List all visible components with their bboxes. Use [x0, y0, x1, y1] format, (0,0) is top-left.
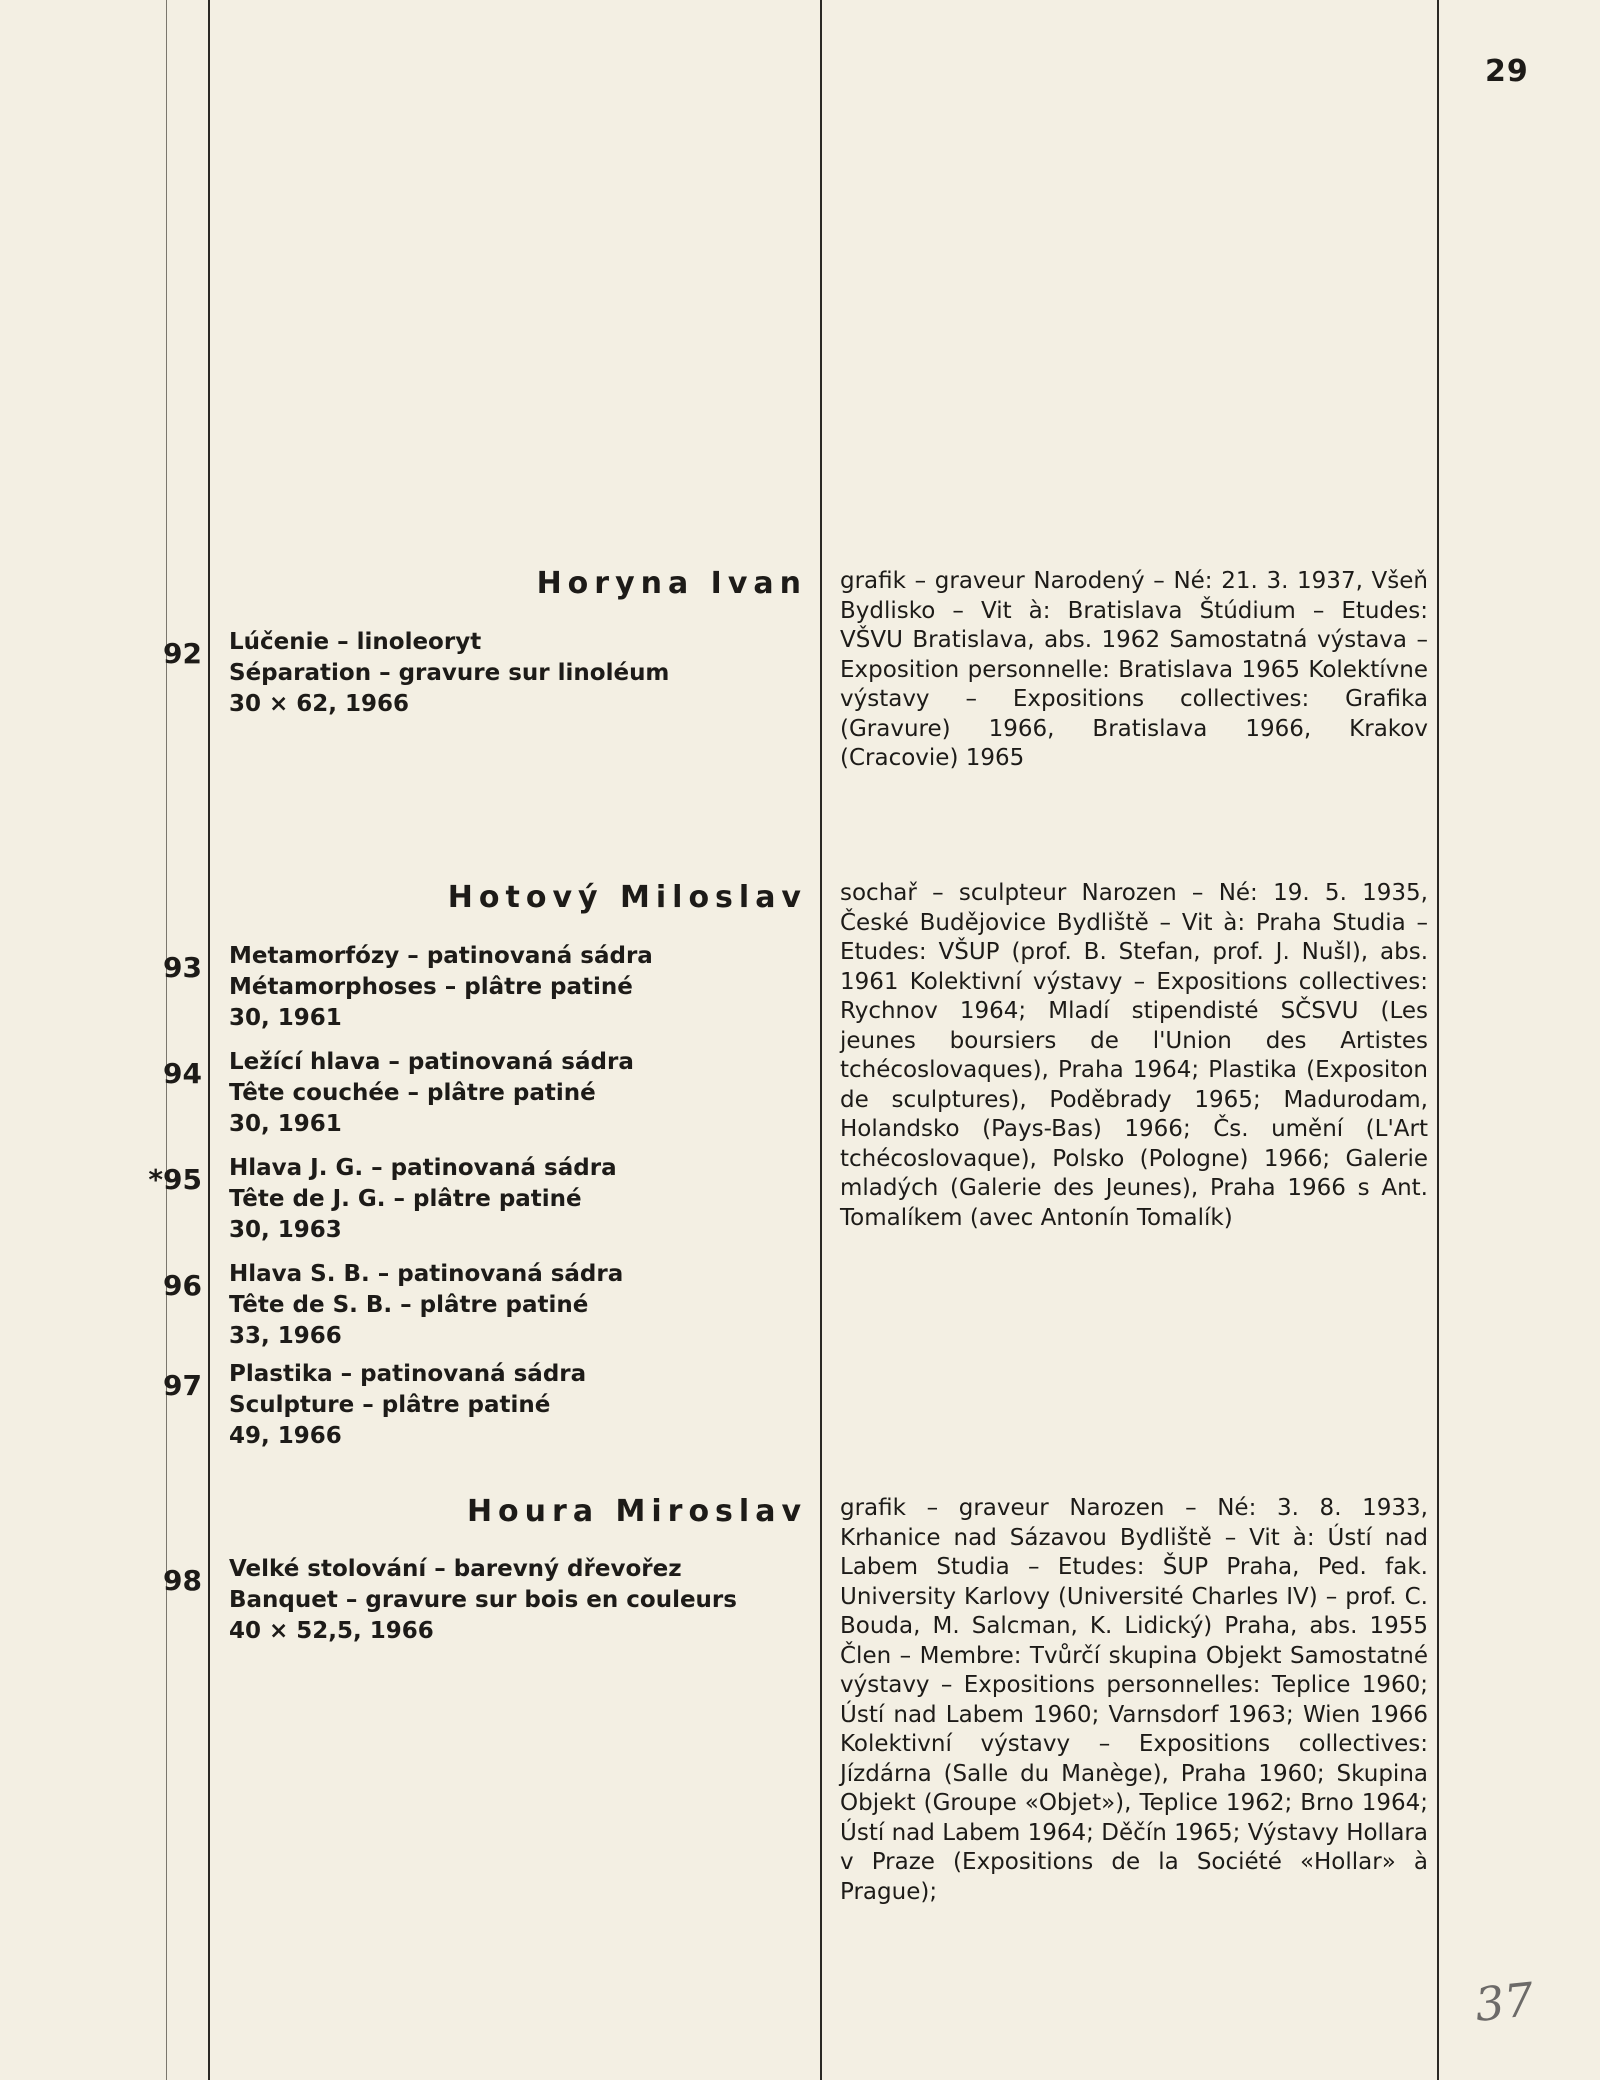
entry-title-fr: Tête de S. B. – plâtre patiné: [229, 1292, 589, 1318]
page-number: 29: [1485, 54, 1529, 89]
entry-description: [229, 1047, 634, 1140]
entry-title-cz: Hlava S. B. – patinovaná sádra: [229, 1261, 624, 1287]
entry-number: 96: [163, 1269, 202, 1302]
artist-biography: [840, 567, 1428, 774]
entry-number: 93: [163, 951, 202, 984]
entry-title-cz: Plastika – patinovaná sádra: [229, 1361, 587, 1387]
entry-number: *95: [148, 1163, 202, 1196]
entry-title-fr: Séparation – gravure sur linoléum: [229, 660, 670, 686]
entry-number: 97: [163, 1369, 202, 1402]
entry-dimensions: 33, 1966: [229, 1323, 342, 1349]
entry-description: [229, 1554, 737, 1647]
entry-title-cz: Metamorfózy – patinovaná sádra: [229, 943, 653, 969]
entry-title-fr: Banquet – gravure sur bois en couleurs: [229, 1587, 737, 1613]
entry-title-cz: Hlava J. G. – patinovaná sádra: [229, 1155, 617, 1181]
entry-number: 92: [163, 637, 202, 670]
handwritten-annotation: 37: [1472, 1972, 1537, 2032]
entry-title-cz: Lúčenie – linoleoryt: [229, 629, 482, 655]
entry-title-fr: Tête de J. G. – plâtre patiné: [229, 1186, 582, 1212]
artist-name: Houra Miroslav: [466, 1494, 807, 1529]
artist-name: Hotový Miloslav: [447, 880, 807, 915]
biography-text: grafik – graveur Narozen – Né: 3. 8. 1933, Krhanice nad Sázavou Bydliště – Vit à: Ústí nad Labem Studia – Etudes: ŠUP Praha, Ped. fak. University Karlovy (Université Charles IV) – prof. C. Bouda, M. Salcman, K. Lidický) Praha, abs. 1955 Člen – Membre: Tvůrčí skupina Objekt Samostatné výstavy – Expositions personnelles: Teplice 1960; Ústí nad Labem 1960; Varnsdorf 1963; Wien 1966 Kolektivní výstavy – Expositions collectives: Jízdárna (Salle du Manège), Praha 1960; Skupina Objekt (Groupe «Objet»), Teplice 1962; Brno 1964; Ústí nad Labem 1964; Děčín 1965; Výstavy Hollara v Praze (Expositions de la Société «Hollar» à Prague);: [840, 1495, 1428, 1905]
entry-title-fr: Tête couchée – plâtre patiné: [229, 1080, 596, 1106]
artist-biography: [840, 1494, 1428, 1907]
biography-text: grafik – graveur Narodený – Né: 21. 3. 1937, Všeň Bydlisko – Vit à: Bratislava Štúdium – Etudes: VŠVU Bratislava, abs. 1962 Samostatná výstava – Exposition personnelle: Bratislava 1965 Kolektívne výstavy – Expositions collectives: Grafika (Gravure) 1966, Bratislava 1966, Krakov (Cracovie) 1965: [840, 568, 1428, 771]
artist-name: Horyna Ivan: [536, 566, 807, 601]
entry-number: 94: [163, 1057, 202, 1090]
entry-dimensions: 49, 1966: [229, 1423, 342, 1449]
column-rule-middle: [820, 0, 822, 2080]
entry-title-cz: Ležící hlava – patinovaná sádra: [229, 1049, 634, 1075]
entry-dimensions: 30, 1961: [229, 1111, 342, 1137]
entry-description: [229, 1259, 623, 1352]
entry-dimensions: 30, 1963: [229, 1217, 342, 1243]
entry-title-fr: Métamorphoses – plâtre patiné: [229, 974, 633, 1000]
biography-text: sochař – sculpteur Narozen – Né: 19. 5. 1935, České Budějovice Bydliště – Vit à: Praha Studia – Etudes: VŠUP (prof. B. Stefan, prof. J. Nušl), abs. 1961 Kolektivní výstavy – Expositions collectives: Rychnov 1964; Mladí stipendisté SČSVU (Les jeunes boursiers de l'Union des Artistes tchécoslovaques), Praha 1964; Plastika (Expositon de sculptures), Poděbrady 1965; Madurodam, Holandsko (Pays-Bas) 1966; Čs. umění (L'Art tchécoslovaque), Polsko (Pologne) 1966; Galerie mladých (Galerie des Jeunes), Praha 1966 s Ant. Tomalíkem (avec Antonín Tomalík): [840, 880, 1428, 1231]
entry-description: [229, 1359, 586, 1452]
column-rule-right: [1437, 0, 1439, 2080]
entry-dimensions: 30 × 62, 1966: [229, 691, 410, 717]
entry-description: [229, 627, 669, 720]
entry-title-cz: Velké stolování – barevný dřevořez: [229, 1556, 682, 1582]
column-rule-left: [208, 0, 210, 2080]
entry-dimensions: 40 × 52,5, 1966: [229, 1618, 434, 1644]
entry-description: [229, 941, 653, 1034]
entry-dimensions: 30, 1961: [229, 1005, 342, 1031]
entry-number: 98: [163, 1564, 202, 1597]
entry-description: [229, 1153, 617, 1246]
entry-title-fr: Sculpture – plâtre patiné: [229, 1392, 551, 1418]
artist-biography: [840, 879, 1428, 1233]
column-rule-far-left: [166, 0, 167, 2080]
